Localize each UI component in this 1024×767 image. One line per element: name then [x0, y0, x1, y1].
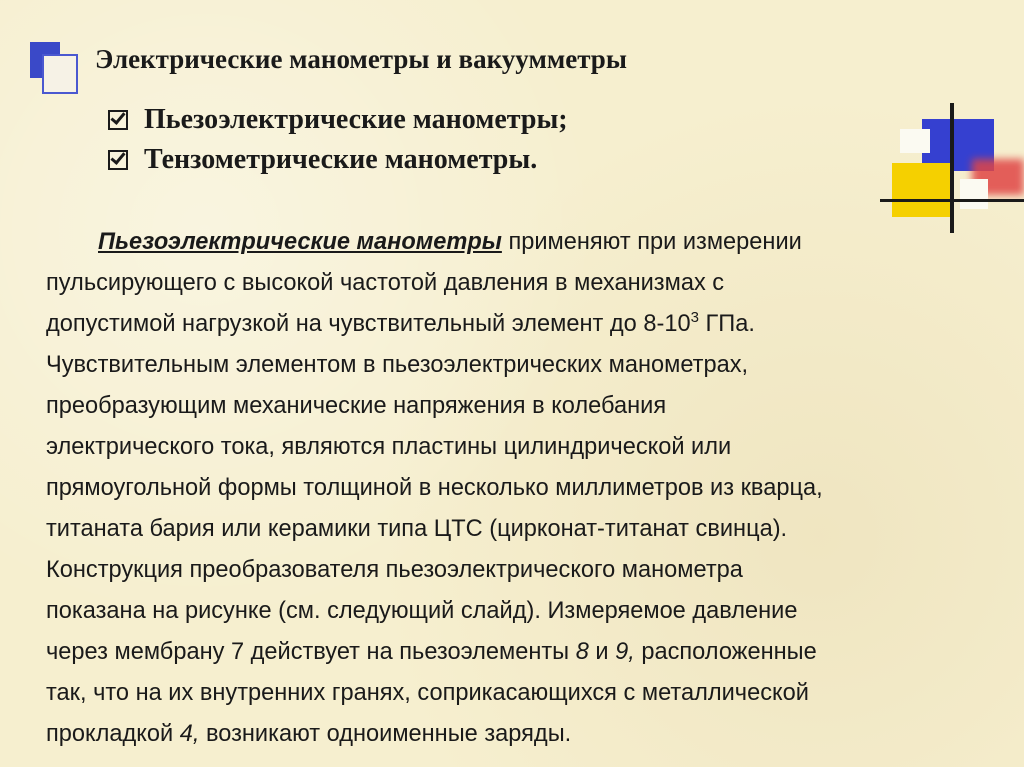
text-span: ГПа.	[698, 311, 755, 337]
text-span: и	[588, 639, 616, 665]
outlined-square	[42, 54, 78, 94]
text-span: прокладкой	[46, 721, 180, 747]
text-span: допустимой нагрузкой на чувствительный элемент до 8-10	[46, 311, 691, 337]
paragraph-line: так, что на их внутренних гранях, соприкасающихся с металлической	[46, 680, 809, 706]
decorative-squares-top-left	[30, 42, 80, 92]
italic-number: 9,	[615, 639, 635, 665]
text-span: через мембрану 7 действует на пьезоэлементы	[46, 639, 576, 665]
white-block	[960, 179, 988, 209]
yellow-block	[892, 163, 954, 217]
checked-box-icon	[108, 110, 128, 130]
paragraph-line: Чувствительным элементом в пьезоэлектрических манометрах,	[46, 352, 749, 378]
decorative-squares-top-right	[880, 95, 1024, 235]
checklist	[108, 100, 568, 180]
italic-number: 4,	[179, 721, 200, 747]
paragraph-line: показана на рисунке (см. следующий слайд). Измеряемое давление	[46, 598, 798, 624]
text-span: расположенные	[634, 639, 817, 665]
paragraph-line	[46, 304, 996, 345]
paragraph-line: преобразующим механические напряжения в колебания	[46, 393, 667, 419]
text-span: применяют при измерении	[501, 229, 802, 255]
superscript: 3	[690, 309, 699, 327]
paragraph-line: электрического тока, являются пластины цилиндрической или	[46, 434, 732, 460]
lead-term: Пьезоэлектрические манометры	[98, 229, 502, 255]
checklist-item-label: Тензометрические манометры.	[144, 144, 538, 175]
italic-number: 8	[575, 639, 589, 665]
paragraph-line	[46, 222, 996, 263]
paragraph-line: титаната бария или керамики типа ЦТС (цирконат-титанат свинца).	[46, 516, 788, 542]
paragraph-line	[46, 714, 996, 755]
text-span: возникают одноименные заряды.	[199, 721, 572, 747]
checklist-item-label: Пьезоэлектрические манометры;	[144, 104, 568, 135]
paragraph-line: Конструкция преобразователя пьезоэлектрического манометра	[46, 557, 743, 583]
paragraph-line: прямоугольной формы толщиной в несколько миллиметров из кварца,	[46, 475, 823, 501]
paragraph-line: пульсирующего с высокой частотой давления в механизмах с	[46, 270, 725, 296]
checklist-item	[108, 100, 568, 140]
vertical-line	[950, 103, 954, 233]
slide-title: Электрические манометры и вакуумметры	[95, 44, 627, 74]
horizontal-line	[880, 199, 1024, 202]
checklist-item	[108, 140, 568, 180]
white-block	[900, 129, 930, 153]
paragraph-line	[46, 632, 996, 673]
body-paragraph	[46, 222, 996, 755]
checked-box-icon	[108, 150, 128, 170]
